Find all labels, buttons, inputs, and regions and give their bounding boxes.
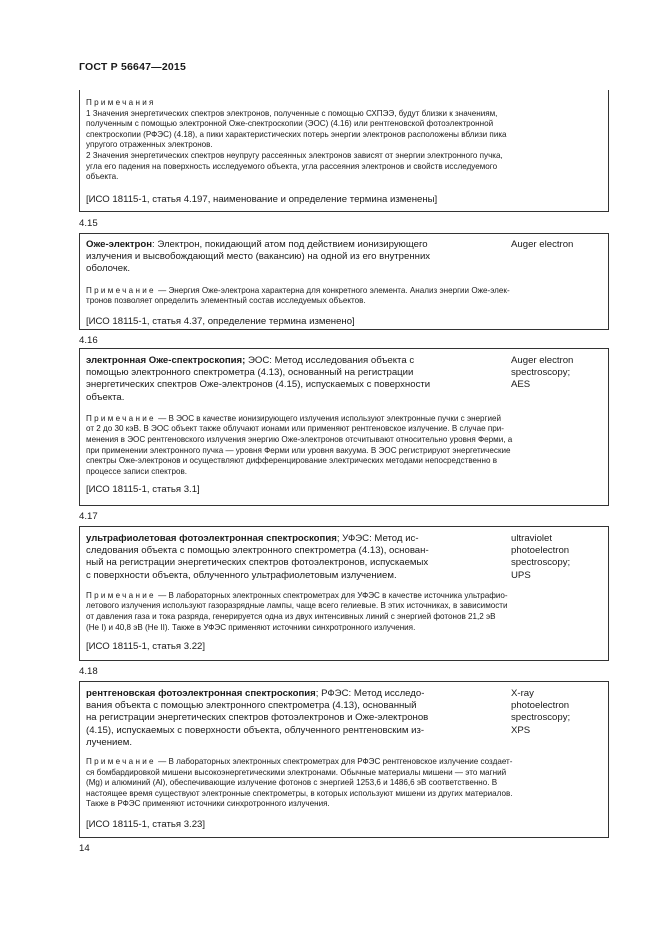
note-box: [79, 90, 609, 212]
entry-number: 4.15: [79, 218, 98, 229]
note-line: (He I) и 40,8 эВ (He II). Также в УФЭС применяют источники синхротронного излучения.: [86, 622, 416, 632]
note-line: менения в ЭОС рентгеновского излучения энергию Оже-электронов отсчитывают относительно уровня Ферми, а: [86, 435, 513, 444]
entry-reference: [ИСО 18115-1, статья 4.37, определение термина изменено]: [86, 315, 355, 327]
english-line: Auger electron: [511, 239, 574, 250]
entry-box: [79, 348, 609, 506]
entry-term: рентгеновская фотоэлектронная спектроскопия: [86, 688, 316, 699]
entry-note: [86, 757, 602, 810]
def-line: (4.15), испускаемых с поверхности объекта, облученного рентгеновским из-: [86, 724, 425, 736]
note-line: 1 Значения энергетических спектров электронов, полученные с помощью СХПЭЭ, будут близки к значениям,: [86, 108, 498, 118]
note-line: от 2 до 30 кэВ. В ЭОС объект также облучают ионами или применяют рентгеновское излучение. В случае при-: [86, 424, 504, 434]
english-line: Auger electron: [511, 355, 574, 366]
note-line: полученным с помощью электронной Оже-спектроскопии (ЭОС) (4.16) или рентгеновской фотоэлектронной: [86, 119, 494, 129]
note-line: спектры Оже-электронов и осуществляют дифференцирование электрических методами непосредственно в: [86, 456, 498, 466]
def-line: излучения и высвобождающий место (вакансию) на одной из его внутренних: [86, 251, 431, 263]
note-line: от давления газа и тока разряда, генерируется одна из двух интенсивных линий с энергией фотонов 21,2 эВ: [86, 612, 496, 621]
entry-term: электронная Оже-спектроскопия;: [86, 355, 246, 366]
english-line: XPS: [511, 724, 531, 736]
def-line: энергетических спектров Оже-электронов (4.15), испускаемых с поверхности: [86, 379, 431, 391]
note-line: угла его падения на поверхность исследуемого объекта, угла рассеяния электронов и свойств исследуемого: [86, 161, 498, 171]
note-line: (Mg) и алюминий (Al), обеспечивающие излучение фотонов с энергией 1253,6 и 1486,6 эВ соответственно. В: [86, 778, 498, 788]
english-line: spectroscopy;: [511, 367, 571, 379]
def-line: вания объекта с помощью электронного спектрометра (4.13), основанный: [86, 700, 417, 712]
english-line: AES: [511, 379, 531, 391]
note-line: настоящее время существуют электронные спектрометры, в которых используют мишени из других материалов.: [86, 788, 513, 798]
page-number: 14: [79, 843, 90, 854]
note-line: ся бомбардировкой мишени высокоэнергетическими электронами. Обычные материалы мишени — это магний: [86, 767, 507, 777]
note-reference: [ИСО 18115-1, статья 4.197, наименование и определение термина изменены]: [86, 193, 438, 205]
note-label: Примечание: [86, 285, 156, 295]
english-term: [511, 239, 611, 251]
def-line: ; РФЭС: Метод исследо-: [315, 688, 425, 699]
note-line: процессе записи спектров.: [86, 466, 188, 476]
entry-box: [79, 233, 609, 330]
english-line: X-ray: [511, 688, 534, 699]
note-line: упругого отраженных электронов.: [86, 140, 213, 150]
entry-note: [86, 591, 602, 633]
note-line: летового излучения используют газоразрядные лампы, чаще всего гелиевые. В этих источниках, в зависимости: [86, 601, 508, 611]
english-line: UPS: [511, 569, 531, 581]
entry-box: [79, 526, 609, 661]
document-header: ГОСТ Р 56647—2015: [79, 61, 187, 73]
note-text: [86, 109, 602, 183]
def-line: ; УФЭС: Метод ис-: [336, 533, 419, 544]
entry-term: Оже-электрон: [86, 239, 153, 250]
def-line: оболочек.: [86, 263, 130, 275]
note-label: Примечание: [86, 590, 156, 600]
def-line: на регистрации энергетических спектров фотоэлектронов и Оже-электронов: [86, 712, 429, 724]
entry-note: [86, 414, 602, 478]
note-line: — В ЭОС в качестве ионизирующего излучения используют электронные пучки с энергией: [155, 413, 502, 423]
def-line: следования объекта с помощью электронного спектрометра (4.13), основан-: [86, 545, 429, 557]
english-term: [511, 688, 611, 737]
note-label: Примечания: [86, 98, 156, 107]
entry-definition: [86, 355, 491, 404]
english-term: [511, 355, 611, 392]
note-label: Примечание: [86, 413, 156, 423]
entry-number: 4.18: [79, 666, 98, 677]
english-line: spectroscopy;: [511, 712, 571, 724]
entry-reference: [ИСО 18115-1, статья 3.22]: [86, 641, 206, 653]
note-line: объекта.: [86, 172, 119, 182]
def-line: лучением.: [86, 736, 132, 748]
entry-reference: [ИСО 18115-1, статья 3.1]: [86, 484, 200, 496]
note-line: — В лабораторных электронных спектрометрах для УФЭС в качестве источника ультрафио-: [155, 590, 508, 600]
note-line: тронов позволяет определить элементный состав исследуемых объектов.: [86, 296, 366, 306]
entry-note: [86, 286, 602, 307]
def-line: ный на регистрации энергетических спектров фотоэлектронов, испускаемых: [86, 557, 429, 569]
entry-number: 4.17: [79, 511, 98, 522]
note-line: Также в РФЭС применяют источники синхротронного излучения.: [86, 799, 330, 809]
note-line: — В лабораторных электронных спектрометрах для РФЭС рентгеновское излучение создает-: [155, 757, 513, 767]
entry-box: [79, 681, 609, 838]
def-line: ЭОС: Метод исследования объекта с: [245, 355, 415, 366]
note-line: спектроскопии (РФЭС) (4.18), а пики характеристических потерь энергии электронов расположены вблизи пика: [86, 129, 507, 139]
def-line: помощью электронного спектрометра (4.13), основанный на регистрации: [86, 367, 414, 379]
english-term: [511, 533, 611, 582]
def-line: объекта.: [86, 391, 125, 403]
english-line: photoelectron: [511, 545, 570, 557]
note-line: — Энергия Оже-электрона характерна для конкретного элемента. Анализ энергии Оже-элек-: [155, 285, 510, 295]
def-line: с поверхности объекта, облученного ультрафиолетовым излучением.: [86, 569, 397, 581]
english-line: ultraviolet: [511, 533, 553, 544]
def-line: : Электрон, покидающий атом под действием ионизирующего: [152, 239, 428, 250]
note-line: при применении электронного пучка — уровня Ферми или уровня вакуума. В ЭОС регистрируют энергетические: [86, 445, 511, 455]
entry-term: ультрафиолетовая фотоэлектронная спектроскопия: [86, 533, 337, 544]
english-line: spectroscopy;: [511, 557, 571, 569]
entry-number: 4.16: [79, 335, 98, 346]
entry-reference: [ИСО 18115-1, статья 3.23]: [86, 818, 206, 830]
note-line: 2 Значения энергетических спектров неупругу рассеянных электронов зависят от энергии электронного пучка,: [86, 150, 503, 160]
english-line: photoelectron: [511, 700, 570, 712]
note-label: Примечание: [86, 757, 156, 767]
